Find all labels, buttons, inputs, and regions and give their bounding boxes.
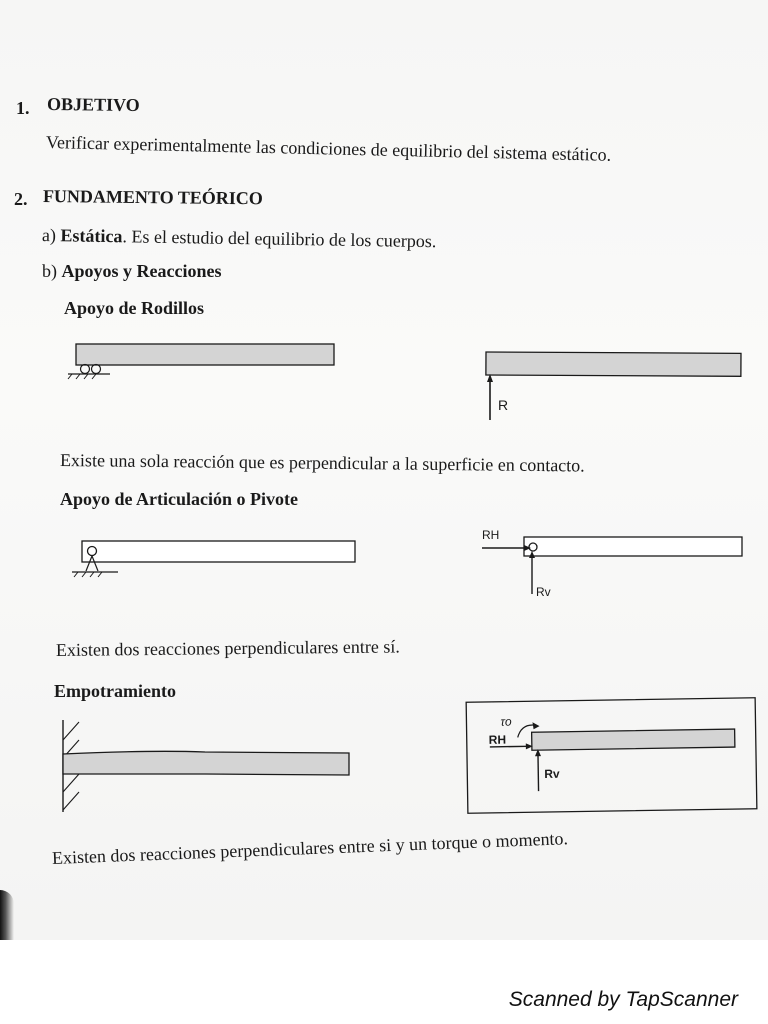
roller-reaction-diagram xyxy=(486,352,741,420)
roller-hatch xyxy=(68,374,96,379)
item-a-term: Estática xyxy=(60,225,123,247)
torque-arc-head xyxy=(532,722,539,729)
reaction-arrow-rv-fixed xyxy=(538,753,539,791)
pivot-support-diagram xyxy=(72,541,355,577)
item-a-marker: a) xyxy=(41,225,57,246)
articulacion-caption: Existen dos reacciones perpendiculares entre sí. xyxy=(55,636,400,660)
section-2-title: FUNDAMENTO TEÓRICO xyxy=(42,186,263,209)
item-b-marker: b) xyxy=(42,261,57,281)
item-a-text: . Es el estudio del equilibrio de los cuerpos. xyxy=(122,226,437,252)
section-1-number: 1. xyxy=(16,98,30,118)
pivot-beam xyxy=(82,541,355,562)
section-2-number: 2. xyxy=(14,189,28,209)
fixed-beam xyxy=(63,751,349,775)
fixed-support-diagram xyxy=(63,720,349,812)
scanner-watermark: Scanned by TapScanner xyxy=(508,988,738,1011)
pivot-reaction-beam xyxy=(524,537,742,556)
roller-reaction-beam xyxy=(486,352,741,376)
section-1-text: Verificar experimentalmente las condiciones de equilibrio del sistema estático. xyxy=(45,132,612,165)
empotramiento-caption: Existen dos reacciones perpendiculares entre si y un torque o momento. xyxy=(51,828,569,868)
rodillos-caption: Existe una sola reacción que es perpendicular a la superficie en contacto. xyxy=(59,450,585,476)
label-r: R xyxy=(498,397,509,413)
empotramiento-title: Empotramiento xyxy=(54,681,176,701)
section-1-title: OBJETIVO xyxy=(46,94,140,115)
fixed-reaction-diagram xyxy=(466,698,757,814)
label-rh-pivot: RH xyxy=(482,528,500,542)
rodillos-title: Apoyo de Rodillos xyxy=(64,298,205,318)
pivot-hatch xyxy=(74,572,102,577)
roller-wheel-2 xyxy=(92,365,101,374)
pivot-reaction-diagram xyxy=(482,528,742,599)
roller-support-diagram xyxy=(68,344,334,379)
label-rv-fixed: Rv xyxy=(544,766,560,782)
articulacion-title: Apoyo de Articulación o Pivote xyxy=(60,489,298,509)
label-tau: τo xyxy=(500,714,512,729)
fixed-reaction-beam xyxy=(532,729,735,750)
item-b-term: Apoyos y Reacciones xyxy=(61,261,222,281)
label-rv-pivot: Rv xyxy=(536,585,551,599)
roller-beam xyxy=(76,344,334,365)
roller-wheel-1 xyxy=(81,365,90,374)
label-rh-fixed: RH xyxy=(488,732,507,747)
